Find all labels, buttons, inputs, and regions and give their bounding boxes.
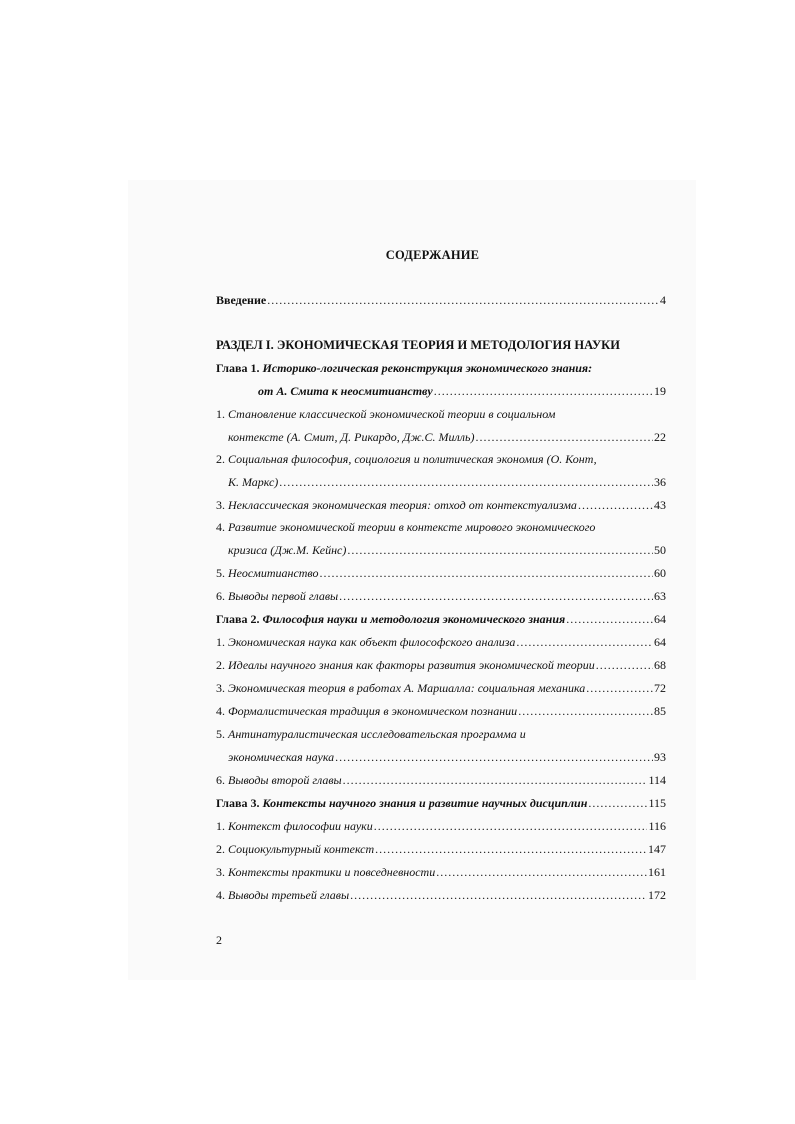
dot-leader [339,588,653,605]
item-title: Контекст философии науки [228,819,373,833]
item-page: 161 [648,865,666,879]
toc-item[interactable] [216,841,666,858]
chapter-2-page: 64 [654,612,666,626]
dot-leader [475,429,653,446]
item-number: 5. [216,727,225,741]
dot-leader [434,383,653,400]
item-number: 2. [216,842,225,856]
item-page: 22 [654,430,666,444]
item-number: 4. [216,704,225,718]
item-number: 4. [216,888,225,902]
item-page: 172 [648,888,666,902]
toc-item[interactable] [216,703,666,720]
item-page: 114 [648,773,666,787]
item-page: 43 [654,498,666,512]
chapter-1-title-line1: Историко-логическая реконструкция экономического знания: [262,361,593,375]
toc-item[interactable] [216,634,666,651]
chapter-3-page: 115 [648,796,666,810]
toc-chapter-1[interactable] [216,360,592,377]
item-number: 5. [216,566,225,580]
item-number: 1. [216,635,225,649]
item-number: 2. [216,658,225,672]
item-title: Социальная философия, социология и политическая экономия (О. Конт, [228,452,597,466]
item-number: 3. [216,681,225,695]
item-number: 1. [216,407,225,421]
intro-page: 4 [660,293,666,307]
chapter-3-label: Глава 3. [216,796,260,810]
page-number: 2 [216,933,222,947]
dot-leader [436,864,647,881]
dot-leader [374,818,648,835]
item-page: 60 [654,566,666,580]
dot-leader [343,772,648,789]
item-number: 4. [216,520,225,534]
item-page: 116 [648,819,666,833]
item-page: 72 [654,681,666,695]
dot-leader [279,474,653,491]
chapter-2-title: Философия науки и методология экономического знания [262,612,566,626]
item-number: 6. [216,589,225,603]
chapter-2-label: Глава 2. [216,612,260,626]
chapter-1-label: Глава 1. [216,361,260,375]
section-heading: РАЗДЕЛ I. ЭКОНОМИЧЕСКАЯ ТЕОРИЯ И МЕТОДОЛОГИЯ НАУКИ [216,338,620,352]
toc-item[interactable] [216,497,666,514]
toc-item[interactable] [216,887,666,904]
item-number: 3. [216,865,225,879]
item-number: 6. [216,773,225,787]
toc-item[interactable] [216,588,666,605]
item-title: Неосмитианство [228,566,319,580]
item-page: 64 [654,635,666,649]
item-number: 1. [216,819,225,833]
item-title-cont: К. Маркс) [228,475,279,489]
toc-item[interactable] [216,519,595,536]
item-title-cont: контексте (А. Смит, Д. Рикардо, Дж.С. Милль) [228,430,475,444]
item-title: Социокультурный контекст [228,842,375,856]
dot-leader [375,841,647,858]
item-number: 3. [216,498,225,512]
toc-item[interactable] [216,565,666,582]
toc-chapter-3[interactable] [216,795,666,812]
item-title: Идеалы научного знания как факторы развития экономической теории [228,658,595,672]
item-title-cont: экономическая наука [228,750,335,764]
dot-leader [335,749,653,766]
item-title: Выводы первой главы [228,589,339,603]
item-page: 147 [648,842,666,856]
toc-item-cont[interactable] [228,474,666,491]
dot-leader [319,565,653,582]
toc-item[interactable] [216,726,526,743]
item-page: 36 [654,475,666,489]
item-page: 93 [654,750,666,764]
item-title: Выводы третьей главы [228,888,350,902]
item-title: Выводы второй главы [228,773,342,787]
item-title: Экономическая наука как объект философского анализа [228,635,516,649]
toc-chapter-1-cont[interactable] [258,383,666,400]
toc-item[interactable] [216,864,666,881]
chapter-3-title: Контексты научного знания и развитие научных дисциплин [262,796,588,810]
item-title: Экономическая теория в работах А. Маршалла: социальная механика [228,681,586,695]
toc-item[interactable] [216,772,666,789]
dot-leader [350,887,647,904]
item-title-cont: кризиса (Дж.М. Кейнс) [228,543,347,557]
item-page: 63 [654,589,666,603]
toc-item[interactable] [216,406,555,423]
toc-item[interactable] [216,451,597,468]
toc-item[interactable] [216,680,666,697]
item-page: 85 [654,704,666,718]
item-title: Формалистическая традиция в экономическом познании [228,704,518,718]
item-number: 2. [216,452,225,466]
item-title: Контексты практики и повседневности [228,865,436,879]
toc-item-cont[interactable] [228,429,666,446]
item-page: 50 [654,543,666,557]
toc-item[interactable] [216,818,666,835]
chapter-1-title-line2: от А. Смита к неосмитианству [258,384,433,398]
dot-leader [518,703,653,720]
toc-item-cont[interactable] [228,542,666,559]
dot-leader [588,795,647,812]
dot-leader [516,634,653,651]
item-title: Неклассическая экономическая теория: отход от контекстуализма [228,498,577,512]
dot-leader [267,292,659,309]
toc-chapter-2[interactable] [216,611,666,628]
toc-item[interactable] [216,657,666,674]
dot-leader [566,611,653,628]
dot-leader [578,497,653,514]
dot-leader [347,542,653,559]
item-title: Становление классической экономической теории в социальном [228,407,556,421]
item-page: 68 [654,658,666,672]
toc-item-cont[interactable] [228,749,666,766]
intro-label: Введение [216,293,267,307]
dot-leader [596,657,653,674]
toc-entry-intro[interactable] [216,292,666,309]
item-title: Антинатуралистическая исследовательская программа и [228,727,526,741]
item-title: Развитие экономической теории в контексте мирового экономического [228,520,596,534]
dot-leader [586,680,653,697]
toc-title: СОДЕРЖАНИЕ [385,248,480,262]
chapter-1-page: 19 [654,384,666,398]
